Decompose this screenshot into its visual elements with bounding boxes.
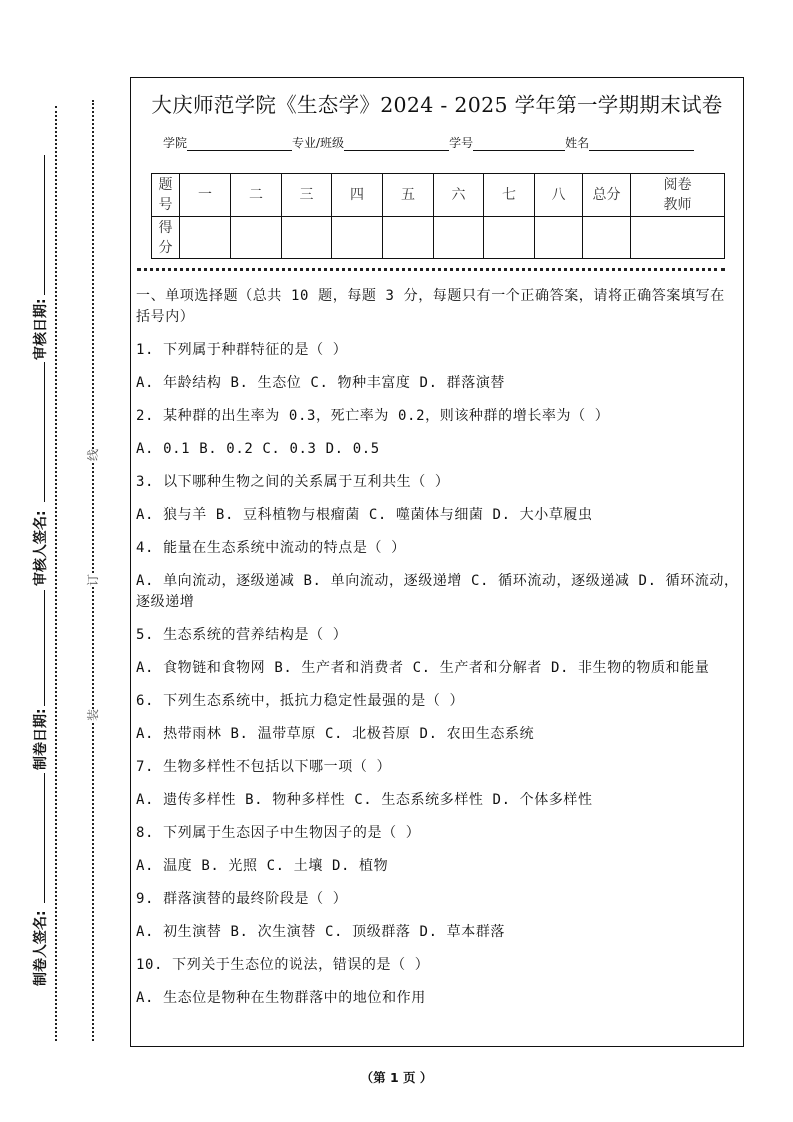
- student-id-label: 学号: [449, 136, 474, 150]
- column-grader: 阅卷 教师: [631, 174, 725, 217]
- signature-line: [44, 773, 45, 903]
- column-6: 六: [434, 174, 484, 217]
- compile-date-label: 制卷日期:: [30, 706, 50, 772]
- score-cell-4[interactable]: [332, 217, 383, 259]
- question-options: A. 生态位是物种在生物群落中的地位和作用: [136, 990, 426, 1006]
- inner-dotted-line: [92, 100, 94, 1041]
- student-info-row: [163, 134, 694, 151]
- score-cell-2[interactable]: [231, 217, 282, 259]
- exam-title: 大庆师范学院《生态学》2024 - 2025 学年第一学期期末试卷: [151, 93, 723, 117]
- score-cell-grader[interactable]: [631, 217, 725, 259]
- name-field[interactable]: [589, 136, 694, 151]
- dotted-separator: [137, 268, 725, 271]
- question-options: A. 年龄结构 B. 生态位 C. 物种丰富度 D. 群落演替: [136, 375, 506, 391]
- score-cell-8[interactable]: [535, 217, 583, 259]
- question-stem: 8. 下列属于生态因子中生物因子的是（ ）: [136, 825, 421, 841]
- compiler-signature-label: 制卷人签名:: [30, 908, 50, 988]
- score-table: [151, 173, 725, 259]
- column-total: 总分: [583, 174, 631, 217]
- question-stem: 6. 下列生态系统中，抵抗力稳定性最强的是（ ）: [136, 693, 465, 709]
- column-5: 五: [383, 174, 434, 217]
- section-heading: 一、单项选择题（总共 10 题，每题 3 分，每题只有一个正确答案，请将正确答案填写在括号内）: [136, 288, 725, 325]
- question-stem: 7. 生物多样性不包括以下哪一项（ ）: [136, 759, 392, 775]
- score-cell-7[interactable]: [484, 217, 535, 259]
- question-stem: 2. 某种群的出生率为 0.3，死亡率为 0.2，则该种群的增长率为（ ）: [136, 408, 610, 424]
- question-options: A. 遗传多样性 B. 物种多样性 C. 生态系统多样性 D. 个体多样性: [136, 792, 593, 808]
- column-8: 八: [535, 174, 583, 217]
- question-options: A. 单向流动，逐级递减 B. 单向流动，逐级递增 C. 循环流动，逐级递减 D. 循环流动，逐级递增: [136, 573, 739, 610]
- college-label: 学院: [163, 136, 188, 150]
- question-stem: 1. 下列属于种群特征的是（ ）: [136, 342, 348, 358]
- page-number: （第 1 页 ）: [360, 1070, 433, 1085]
- question-options: A. 0.1 B. 0.2 C. 0.3 D. 0.5: [136, 441, 380, 457]
- question-options: A. 热带雨林 B. 温带草原 C. 北极苔原 D. 农田生态系统: [136, 726, 535, 742]
- score-cell-5[interactable]: [383, 217, 434, 259]
- exam-frame: [130, 77, 744, 1047]
- score-table-header-row: [152, 174, 725, 217]
- score-cell-1[interactable]: [180, 217, 231, 259]
- question-stem: 4. 能量在生态系统中流动的特点是（ ）: [136, 540, 406, 556]
- major-class-label: 专业/班级: [292, 136, 345, 150]
- column-1: 一: [180, 174, 231, 217]
- signature-line: [44, 362, 45, 502]
- major-class-field[interactable]: [344, 136, 449, 151]
- bind-char-bind: 装: [86, 708, 101, 722]
- bind-char-staple: 订: [86, 573, 101, 587]
- column-7: 七: [484, 174, 535, 217]
- question-stem: 5. 生态系统的营养结构是（ ）: [136, 627, 348, 643]
- column-4: 四: [332, 174, 383, 217]
- signature-line: [44, 590, 45, 707]
- column-2: 二: [231, 174, 282, 217]
- question-options: A. 初生演替 B. 次生演替 C. 顶级群落 D. 草本群落: [136, 924, 506, 940]
- signature-line: [44, 155, 45, 295]
- score-table-score-row: [152, 217, 725, 259]
- column-3: 三: [282, 174, 332, 217]
- question-options: A. 狼与羊 B. 豆科植物与根瘤菌 C. 噬菌体与细菌 D. 大小草履虫: [136, 507, 593, 523]
- question-stem: 3. 以下哪种生物之间的关系属于互利共生（ ）: [136, 474, 450, 490]
- question-stem: 9. 群落演替的最终阶段是（ ）: [136, 891, 348, 907]
- reviewer-signature-label: 审核人签名:: [30, 508, 50, 588]
- score-cell-6[interactable]: [434, 217, 484, 259]
- bind-char-line: 线: [86, 448, 101, 462]
- question-stem: 10. 下列关于生态位的说法，错误的是（ ）: [136, 957, 430, 973]
- student-id-field[interactable]: [473, 136, 565, 151]
- section-single-choice: [136, 286, 739, 1021]
- score-cell-3[interactable]: [282, 217, 332, 259]
- review-date-label: 审核日期:: [30, 296, 50, 362]
- question-options: A. 温度 B. 光照 C. 土壤 D. 植物: [136, 858, 389, 874]
- question-options: A. 食物链和食物网 B. 生产者和消费者 C. 生产者和分解者 D. 非生物的物质和能量: [136, 660, 710, 676]
- score-row-header: 得 分: [152, 217, 180, 259]
- score-cell-total[interactable]: [583, 217, 631, 259]
- outer-dotted-line: [55, 106, 57, 1041]
- college-field[interactable]: [187, 136, 292, 151]
- name-label: 姓名: [565, 136, 590, 150]
- question-number-header: 题 号: [152, 174, 180, 217]
